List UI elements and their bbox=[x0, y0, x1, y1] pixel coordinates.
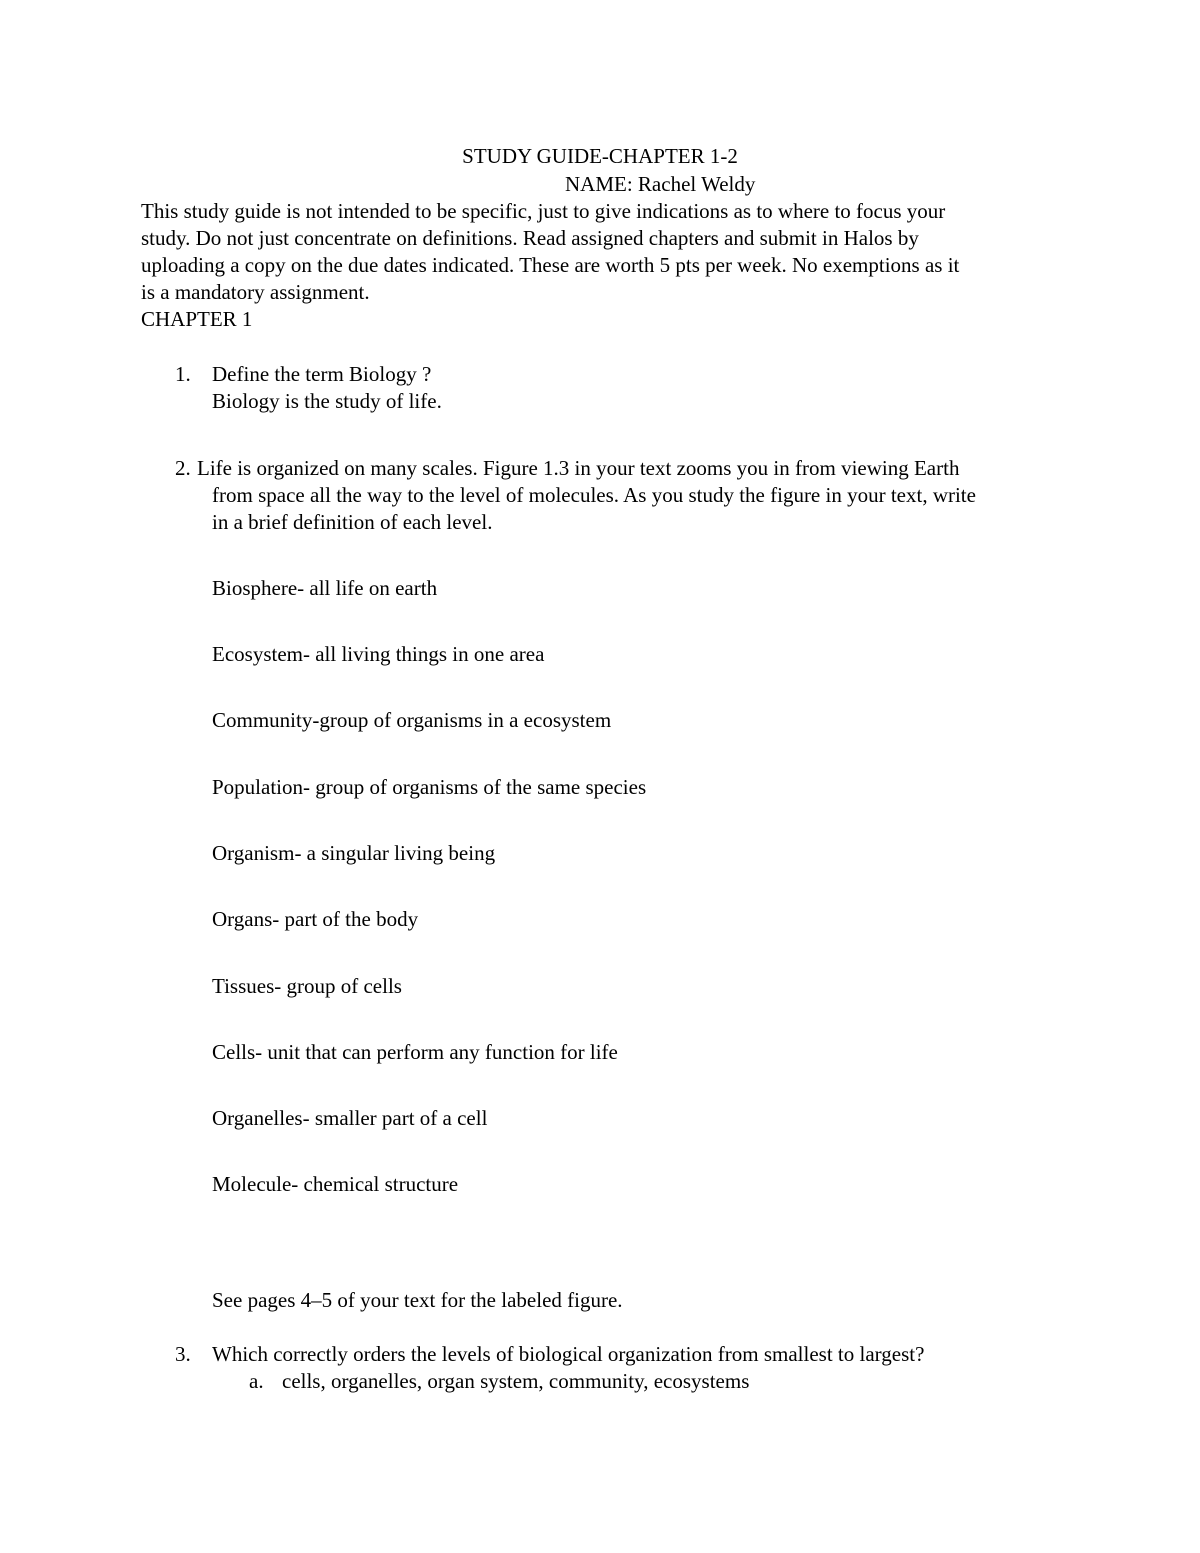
student-name: NAME: Rachel Weldy bbox=[565, 172, 756, 196]
question-number: 1. bbox=[175, 362, 191, 386]
intro-line: study. Do not just concentrate on definitions. Read assigned chapters and submit in Halos by bbox=[141, 226, 919, 250]
level-definition: Ecosystem- all living things in one area bbox=[212, 642, 545, 666]
level-definition: Organs- part of the body bbox=[212, 907, 419, 931]
level-definition: Molecule- chemical structure bbox=[212, 1172, 459, 1196]
level-definition: Community-group of organisms in a ecosystem bbox=[212, 708, 612, 732]
option-letter: a. bbox=[249, 1369, 264, 1393]
question-number: 3. bbox=[175, 1342, 191, 1366]
answer-text: Biology is the study of life. bbox=[212, 389, 442, 413]
level-definition: Cells- unit that can perform any function for life bbox=[212, 1040, 618, 1064]
level-definition: Biosphere- all life on earth bbox=[212, 576, 438, 600]
chapter-heading: CHAPTER 1 bbox=[141, 307, 253, 331]
question-text: Life is organized on many scales. Figure 1.3 in your text zooms you in from viewing Earth bbox=[197, 456, 960, 480]
reference-note: See pages 4–5 of your text for the labeled figure. bbox=[212, 1288, 623, 1312]
document-title: STUDY GUIDE-CHAPTER 1-2 bbox=[462, 144, 738, 168]
option-text: cells, organelles, organ system, community, ecosystems bbox=[282, 1369, 750, 1393]
intro-line: uploading a copy on the due dates indicated. These are worth 5 pts per week. No exemptions as it bbox=[141, 253, 960, 277]
level-definition: Tissues- group of cells bbox=[212, 974, 402, 998]
intro-line: This study guide is not intended to be specific, just to give indications as to where to focus your bbox=[141, 199, 946, 223]
intro-line: is a mandatory assignment. bbox=[141, 280, 370, 304]
question-number: 2. bbox=[175, 456, 191, 480]
question-text: Which correctly orders the levels of biological organization from smallest to largest? bbox=[212, 1342, 925, 1366]
level-definition: Organelles- smaller part of a cell bbox=[212, 1106, 488, 1130]
level-definition: Organism- a singular living being bbox=[212, 841, 496, 865]
question-text: in a brief definition of each level. bbox=[212, 510, 493, 534]
question-text: from space all the way to the level of molecules. As you study the figure in your text, write bbox=[212, 483, 976, 507]
level-definition: Population- group of organisms of the same species bbox=[212, 775, 647, 799]
question-text: Define the term Biology ? bbox=[212, 362, 432, 386]
